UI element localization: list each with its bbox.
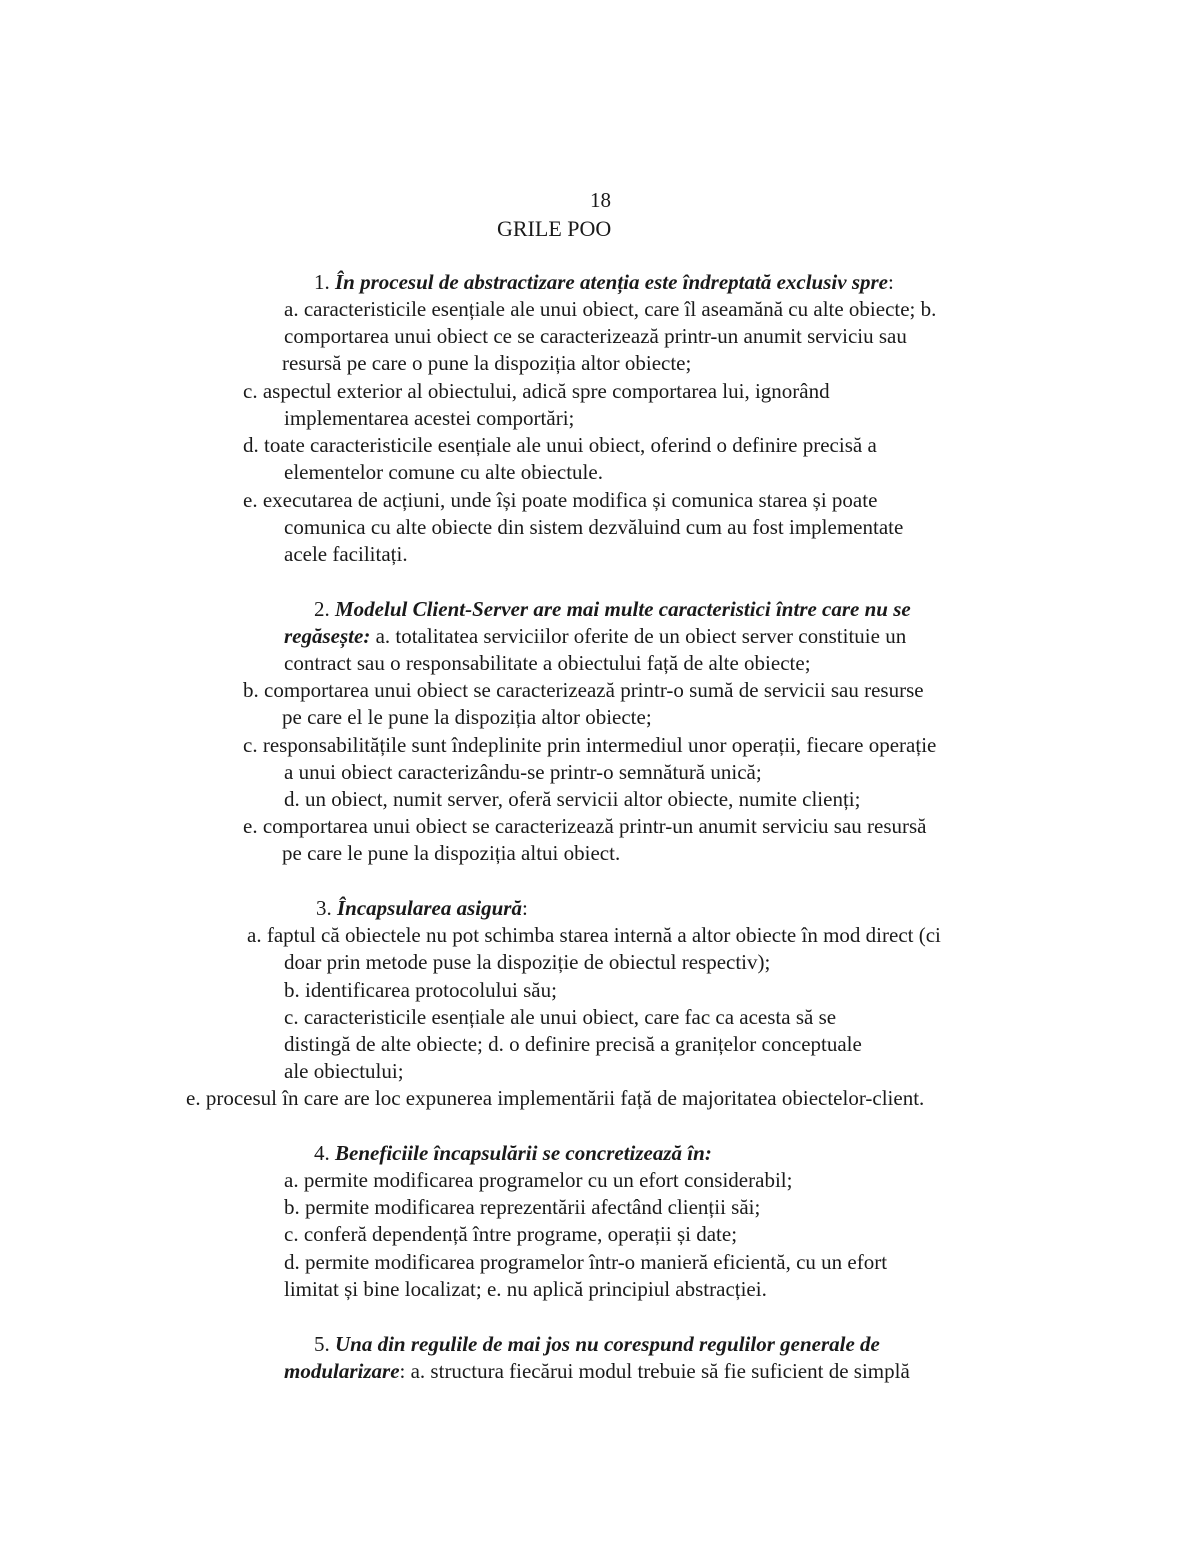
answer-line: b. permite modificarea reprezentării afectând clienții săi; — [284, 1195, 761, 1219]
answer-line: limitat și bine localizat; e. nu aplică principiul abstracției. — [284, 1277, 767, 1301]
question-text: În procesul de abstractizare atenția este îndreptată exclusiv spre — [335, 270, 888, 294]
question-heading — [314, 596, 911, 623]
answer-line: e. comportarea unui obiect se caracterizează printr-un anumit serviciu sau resursă — [243, 814, 927, 838]
answer-line: e. executarea de acțiuni, unde își poate modifica și comunica starea și poate — [243, 488, 878, 512]
answer-line: ale obiectului; — [284, 1059, 404, 1083]
answer-line: comportarea unui obiect ce se caracterizează printr-un anumit serviciu sau — [284, 324, 907, 348]
question-heading: 3. Încapsularea asigură: — [316, 896, 528, 920]
question-heading — [314, 1140, 712, 1167]
answer-line: a. permite modificarea programelor cu un efort considerabil; — [284, 1168, 793, 1192]
question-text: regăsește: — [284, 624, 371, 648]
question-text: Încapsularea asigură — [337, 896, 522, 920]
question-heading-continuation: regăsește: a. totalitatea serviciilor oferite de un obiect server constituie un — [284, 624, 907, 648]
answer-line: resursă pe care o pune la dispoziția altor obiecte; — [282, 351, 692, 375]
answer-line: pe care el le pune la dispoziția altor obiecte; — [282, 705, 652, 729]
answer-line: c. caracteristicile esențiale ale unui obiect, care fac ca acesta să se — [284, 1005, 837, 1029]
question-number: 2. — [314, 597, 330, 621]
answer-line: acele facilitați. — [284, 542, 408, 566]
answer-line: d. un obiect, numit server, oferă servicii altor obiecte, numite clienți; — [284, 787, 861, 811]
question-text: modularizare — [284, 1359, 400, 1383]
answer-line: pe care le pune la dispoziția altui obiect. — [282, 841, 621, 865]
answer-line: c. conferă dependență între programe, operații și date; — [284, 1222, 738, 1246]
answer-line: c. responsabilitățile sunt îndeplinite prin intermediul unor operații, fiecare operație — [243, 733, 937, 757]
answer-line: e. procesul în care are loc expunerea implementării față de majoritatea obiectelor-client. — [186, 1086, 925, 1110]
question-heading — [314, 1331, 880, 1358]
question-number: 5. — [314, 1332, 330, 1356]
question-number: 3. — [316, 896, 332, 920]
answer-line: a. faptul că obiectele nu pot schimba starea internă a altor obiecte în mod direct (ci — [247, 923, 941, 947]
question-number: 4. — [314, 1141, 330, 1165]
answer-line: implementarea acestei comportări; — [284, 406, 575, 430]
answer-line: doar prin metode puse la dispoziție de obiectul respectiv); — [284, 950, 771, 974]
answer-line: a unui obiect caracterizându-se printr-o semnătură unică; — [284, 760, 762, 784]
answer-line: c. aspectul exterior al obiectului, adică spre comportarea lui, ignorând — [243, 379, 830, 403]
answer-line: comunica cu alte obiecte din sistem dezvăluind cum au fost implementate — [284, 515, 904, 539]
answer-line: a. caracteristicile esențiale ale unui obiect, care îl aseamănă cu alte obiecte; b. — [284, 297, 937, 321]
question-text: Modelul Client-Server are mai multe caracteristici între care nu se — [335, 597, 911, 621]
question-heading: 1. În procesul de abstractizare atenția este îndreptată exclusiv spre: — [314, 270, 894, 294]
answer-line: contract sau o responsabilitate a obiectului față de alte obiecte; — [284, 651, 811, 675]
answer-line: elementelor comune cu alte obiectule. — [284, 460, 603, 484]
answer-line: distingă de alte obiecte; d. o definire precisă a granițelor conceptuale — [284, 1032, 862, 1056]
question-text: Una din regulile de mai jos nu corespund regulilor generale de — [335, 1332, 880, 1356]
question-heading-continuation: modularizare: a. structura fiecărui modul trebuie să fie suficient de simplă — [284, 1359, 910, 1383]
answer-line: d. toate caracteristicile esențiale ale unui obiect, oferind o definire precisă a — [243, 433, 877, 457]
page-number: 18 — [590, 188, 611, 212]
question-text: Beneficiile încapsulării se concretizează în: — [335, 1141, 712, 1165]
answer-line: b. comportarea unui obiect se caracterizează printr-o sumă de servicii sau resurse — [243, 678, 924, 702]
answer-line: d. permite modificarea programelor într-o manieră eficientă, cu un efort — [284, 1250, 888, 1274]
answer-line: b. identificarea protocolului său; — [284, 978, 557, 1002]
page-title: GRILE POO — [497, 216, 612, 241]
question-number: 1. — [314, 270, 330, 294]
